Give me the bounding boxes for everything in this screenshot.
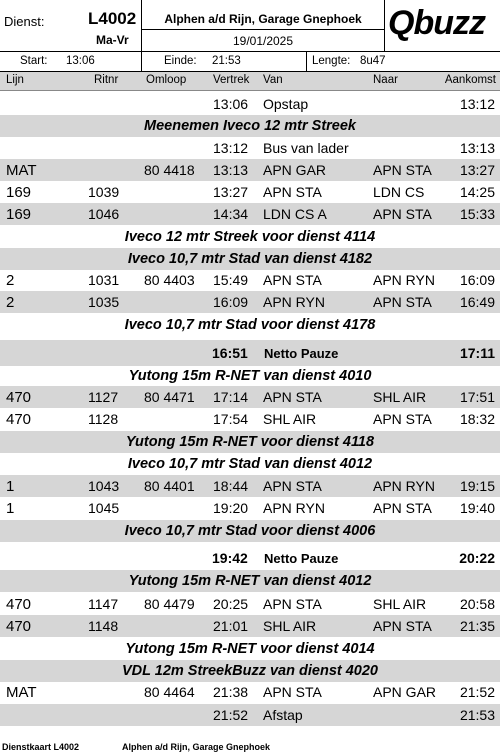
cell-aankomst: 15:33 (459, 206, 495, 222)
cell-naar: SHL AIR (373, 389, 427, 405)
cell-van: SHL AIR (263, 618, 317, 634)
trip-row (0, 203, 500, 225)
trip-row (0, 475, 500, 497)
cell-aankomst: 19:40 (459, 500, 495, 516)
dienst-label: Dienst: (4, 14, 45, 29)
cell-ritnr: 1043 (88, 478, 120, 494)
cell-omloop: 80 4418 (144, 162, 195, 178)
cell-naar: APN STA (373, 206, 432, 222)
trip-row (0, 291, 500, 313)
vehicle-band: VDL 12m StreekBuzz van dienst 4020 (0, 660, 500, 682)
col-omloop: Omloop (146, 74, 187, 86)
vehicle-band: Yutong 15m R-NET van dienst 4010 (128, 368, 372, 384)
trip-row (0, 93, 500, 115)
end-label: Einde: (164, 55, 197, 67)
pause-row (0, 545, 500, 571)
cell-naar: APN GAR (373, 684, 437, 700)
cell-vertrek: 16:09 (213, 294, 249, 310)
cell-aankomst: 20:58 (459, 596, 495, 612)
cell-vertrek: 13:12 (213, 140, 249, 156)
cell-vertrek: 20:25 (213, 596, 249, 612)
cell-ritnr: 1148 (88, 618, 119, 634)
cell-ritnr: 1045 (88, 500, 120, 516)
cell-vertrek: 17:14 (213, 389, 249, 405)
trip-row (0, 593, 500, 615)
trip-row (0, 704, 500, 726)
cell-aankomst: 21:53 (459, 707, 495, 723)
service-date: 19/01/2025 (232, 34, 294, 48)
cell-vertrek: 21:52 (213, 707, 249, 723)
header-divider (384, 0, 385, 51)
cell-naar: APN STA (373, 411, 432, 427)
cell-aankomst: 16:09 (459, 272, 495, 288)
pause-start: 16:51 (212, 345, 248, 361)
col-lijn: Lijn (6, 74, 24, 86)
cell-naar: APN STA (373, 618, 432, 634)
vehicle-band: Meenemen Iveco 12 mtr Streek (0, 115, 500, 137)
depot-location: Alphen a/d Rijn, Garage Gnephoek (164, 12, 362, 26)
length-value: 8u47 (360, 55, 386, 67)
col-ritnr: Ritnr (94, 74, 119, 86)
cell-vertrek: 15:49 (213, 272, 249, 288)
pause-label: Netto Pauze (264, 346, 339, 361)
cell-naar: APN STA (373, 162, 432, 178)
cell-lijn: 169 (6, 206, 32, 223)
start-label: Start: (20, 55, 48, 67)
cell-aankomst: 17:51 (459, 389, 495, 405)
cell-aankomst: 21:35 (459, 618, 495, 634)
footer-dienst: Dienstkaart L4002 (2, 742, 80, 752)
cell-van: LDN CS A (263, 206, 327, 222)
cell-lijn: 2 (6, 294, 15, 311)
trip-row (0, 408, 500, 430)
cell-ritnr: 1031 (88, 272, 120, 288)
header-divider (306, 51, 307, 71)
pause-end: 20:22 (459, 550, 495, 566)
cell-lijn: MAT (6, 684, 37, 701)
cell-van: Afstap (263, 707, 303, 723)
cell-vertrek: 21:38 (213, 684, 249, 700)
cell-ritnr: 1128 (88, 411, 119, 427)
cell-aankomst: 21:52 (459, 684, 495, 700)
cell-ritnr: 1046 (88, 206, 120, 222)
trip-row (0, 681, 500, 703)
cell-van: Opstap (263, 96, 309, 112)
cell-ritnr: 1147 (88, 596, 119, 612)
cell-van: APN STA (263, 389, 322, 405)
cell-vertrek: 14:34 (213, 206, 249, 222)
trip-row (0, 181, 500, 203)
cell-omloop: 80 4464 (144, 684, 195, 700)
cell-vertrek: 13:06 (213, 96, 249, 112)
cell-van: Bus van lader (263, 140, 349, 156)
cell-vertrek: 18:44 (213, 478, 249, 494)
service-days: Ma-Vr (96, 33, 129, 47)
cell-van: APN STA (263, 478, 322, 494)
cell-aankomst: 14:25 (459, 184, 495, 200)
header-divider (142, 29, 384, 30)
cell-aankomst: 18:32 (459, 411, 495, 427)
cell-van: APN STA (263, 596, 322, 612)
length-label: Lengte: (312, 55, 351, 67)
cell-omloop: 80 4403 (144, 272, 195, 288)
col-aankomst: Aankomst (444, 74, 496, 86)
vehicle-band: Iveco 10,7 mtr Stad voor dienst 4178 (124, 317, 376, 333)
cell-lijn: 2 (6, 272, 15, 289)
cell-aankomst: 13:13 (459, 140, 495, 156)
cell-lijn: 470 (6, 389, 32, 406)
column-header-row (0, 72, 500, 91)
cell-ritnr: 1127 (88, 389, 119, 405)
cell-lijn: 1 (6, 478, 15, 495)
start-value: 13:06 (66, 55, 95, 67)
cell-vertrek: 13:27 (213, 184, 249, 200)
vehicle-band: Yutong 15m R-NET voor dienst 4118 (0, 431, 500, 453)
cell-naar: APN RYN (373, 272, 435, 288)
cell-ritnr: 1035 (88, 294, 120, 310)
cell-van: APN STA (263, 272, 322, 288)
cell-aankomst: 19:15 (459, 478, 495, 494)
vehicle-band: Iveco 10,7 mtr Stad van dienst 4012 (127, 456, 373, 472)
col-van: Van (263, 74, 283, 86)
cell-vertrek: 17:54 (213, 411, 249, 427)
header-divider (141, 51, 142, 71)
pause-label: Netto Pauze (264, 551, 339, 566)
cell-van: APN STA (263, 184, 322, 200)
cell-naar: SHL AIR (373, 596, 427, 612)
cell-lijn: 169 (6, 184, 32, 201)
footer-location: Alphen a/d Rijn, Garage Gnephoek (122, 742, 271, 752)
cell-naar: APN RYN (373, 478, 435, 494)
cell-lijn: 470 (6, 618, 32, 635)
end-value: 21:53 (212, 55, 241, 67)
cell-lijn: 470 (6, 596, 32, 613)
cell-aankomst: 13:27 (459, 162, 495, 178)
trip-row (0, 159, 500, 181)
col-naar: Naar (373, 74, 398, 86)
cell-naar: LDN CS (373, 184, 425, 200)
vehicle-band: Iveco 10,7 mtr Stad voor dienst 4006 (0, 520, 500, 542)
vehicle-band: Yutong 15m R-NET voor dienst 4014 (125, 641, 375, 657)
trip-row (0, 615, 500, 637)
cell-lijn: MAT (6, 162, 37, 179)
cell-van: APN RYN (263, 500, 325, 516)
cell-vertrek: 19:20 (213, 500, 249, 516)
cell-van: APN RYN (263, 294, 325, 310)
cell-aankomst: 16:49 (459, 294, 495, 310)
cell-omloop: 80 4401 (144, 478, 195, 494)
cell-van: SHL AIR (263, 411, 317, 427)
header-divider (141, 0, 142, 51)
vehicle-band: Yutong 15m R-NET van dienst 4012 (0, 570, 500, 592)
cell-lijn: 1 (6, 500, 15, 517)
cell-van: APN GAR (263, 162, 327, 178)
cell-lijn: 470 (6, 411, 32, 428)
page-footer (0, 738, 500, 756)
cell-ritnr: 1039 (88, 184, 120, 200)
vehicle-band: Iveco 10,7 mtr Stad van dienst 4182 (0, 248, 500, 270)
trip-row (0, 497, 500, 519)
service-times-bar (0, 51, 500, 72)
cell-omloop: 80 4471 (144, 389, 195, 405)
cell-omloop: 80 4479 (144, 596, 195, 612)
cell-vertrek: 13:13 (213, 162, 249, 178)
dienst-code: L4002 (88, 9, 137, 28)
vehicle-band: Iveco 12 mtr Streek voor dienst 4114 (124, 229, 376, 245)
cell-van: APN STA (263, 684, 322, 700)
cell-naar: APN STA (373, 294, 432, 310)
pause-row (0, 340, 500, 366)
cell-aankomst: 13:12 (459, 96, 495, 112)
cell-vertrek: 21:01 (213, 618, 249, 634)
qbuzz-logo: Qbuzz (388, 4, 485, 42)
pause-start: 19:42 (212, 550, 248, 566)
col-vertrek: Vertrek (213, 74, 250, 86)
pause-end: 17:11 (459, 345, 495, 361)
trip-row (0, 269, 500, 291)
cell-naar: APN STA (373, 500, 432, 516)
trip-row (0, 137, 500, 159)
trip-row (0, 386, 500, 408)
